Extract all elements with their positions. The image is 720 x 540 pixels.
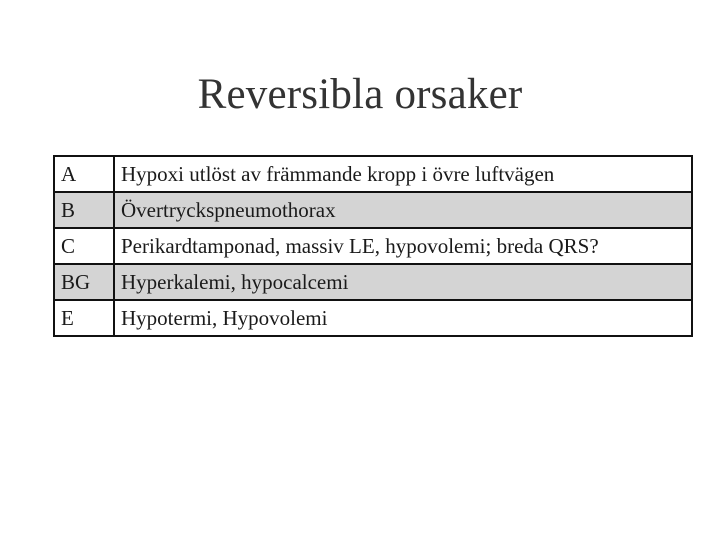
row-letter: B	[54, 192, 114, 228]
table-row	[54, 264, 692, 300]
row-description: Hypoxi utlöst av främmande kropp i övre luftvägen	[114, 156, 692, 192]
table-row	[54, 192, 692, 228]
row-description: Perikardtamponad, massiv LE, hypovolemi; breda QRS?	[114, 228, 692, 264]
table-row	[54, 228, 692, 264]
row-letter: BG	[54, 264, 114, 300]
row-description: Hypotermi, Hypovolemi	[114, 300, 692, 336]
row-description: Övertryckspneumothorax	[114, 192, 692, 228]
slide-title: Reversibla orsaker	[197, 71, 523, 118]
row-letter: E	[54, 300, 114, 336]
row-letter: C	[54, 228, 114, 264]
reversible-causes-table	[53, 155, 693, 337]
table-row	[54, 300, 692, 336]
row-letter: A	[54, 156, 114, 192]
table-row	[54, 156, 692, 192]
row-description: Hyperkalemi, hypocalcemi	[114, 264, 692, 300]
